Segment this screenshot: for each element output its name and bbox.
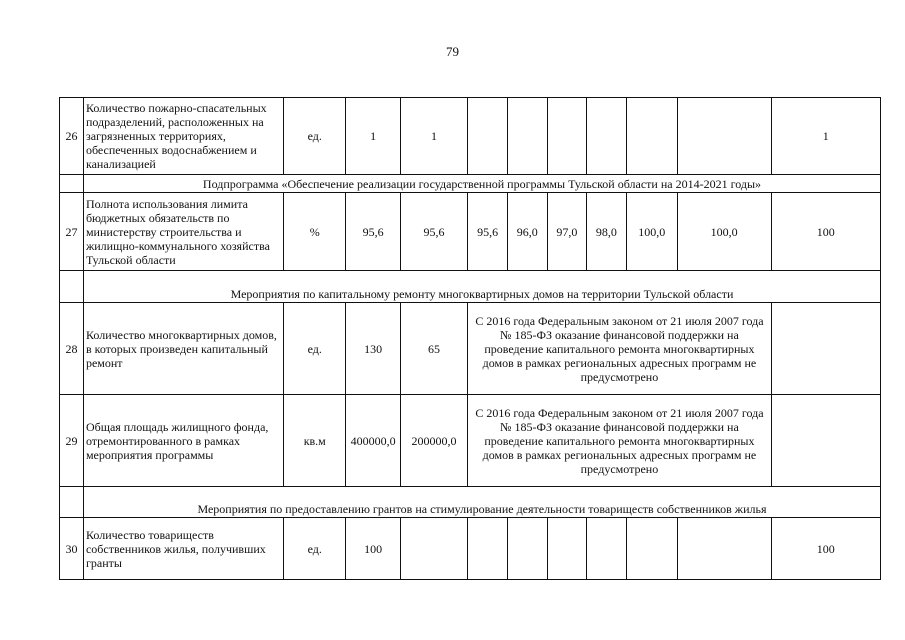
value-cell: 98,0 xyxy=(587,193,627,271)
empty-cell xyxy=(60,175,84,193)
indicators-table xyxy=(59,97,881,580)
value-cell xyxy=(400,518,468,580)
unit-cell: ед. xyxy=(283,98,346,175)
unit-cell: % xyxy=(283,193,346,271)
section-title: Подпрограмма «Обеспечение реализации государственной программы Тульской области на 2014-2021 годы» xyxy=(83,175,880,193)
value-cell: 400000,0 xyxy=(346,395,400,487)
value-cell: 95,6 xyxy=(468,193,508,271)
table-row xyxy=(60,518,881,580)
final-value-cell: 1 xyxy=(771,98,881,175)
indicator-name: Общая площадь жилищного фонда, отремонтированного в рамках мероприятия программы xyxy=(83,395,283,487)
value-cell xyxy=(677,98,771,175)
page-number: 79 xyxy=(446,44,459,59)
note-cell: С 2016 года Федеральным законом от 21 июля 2007 года № 185-ФЗ оказание финансовой поддержки на проведение капитального ремонта многоквартирных домов в рамках региональных адресных программ не предусмотрено xyxy=(468,303,771,395)
value-cell: 95,6 xyxy=(346,193,400,271)
value-cell xyxy=(547,518,587,580)
empty-cell xyxy=(60,487,84,518)
empty-cell xyxy=(60,271,84,303)
value-cell xyxy=(626,98,677,175)
unit-cell: кв.м xyxy=(283,395,346,487)
row-number: 30 xyxy=(60,518,84,580)
value-cell xyxy=(507,518,547,580)
section-row xyxy=(60,175,881,193)
row-number: 28 xyxy=(60,303,84,395)
indicator-name: Количество товариществ собственников жилья, получивших гранты xyxy=(83,518,283,580)
table-row xyxy=(60,98,881,175)
final-value-cell: 100 xyxy=(771,193,881,271)
value-cell: 130 xyxy=(346,303,400,395)
value-cell: 1 xyxy=(400,98,468,175)
value-cell: 1 xyxy=(346,98,400,175)
table-row xyxy=(60,303,881,395)
value-cell xyxy=(587,98,627,175)
value-cell: 200000,0 xyxy=(400,395,468,487)
row-number: 26 xyxy=(60,98,84,175)
indicator-name: Количество пожарно-спасательных подразделений, расположенных на загрязненных территориях, обеспеченных водоснабжением и канализацией xyxy=(83,98,283,175)
table-row xyxy=(60,395,881,487)
final-value-cell: 100 xyxy=(771,518,881,580)
table-row xyxy=(60,193,881,271)
value-cell xyxy=(626,518,677,580)
section-title: Мероприятия по предоставлению грантов на стимулирование деятельности товариществ собственников жилья xyxy=(83,487,880,518)
indicator-name: Количество многоквартирных домов, в которых произведен капитальный ремонт xyxy=(83,303,283,395)
section-row xyxy=(60,487,881,518)
value-cell xyxy=(587,518,627,580)
value-cell: 96,0 xyxy=(507,193,547,271)
section-title: Мероприятия по капитальному ремонту многоквартирных домов на территории Тульской области xyxy=(83,271,880,303)
value-cell: 100,0 xyxy=(677,193,771,271)
value-cell: 95,6 xyxy=(400,193,468,271)
value-cell xyxy=(468,518,508,580)
indicator-name: Полнота использования лимита бюджетных обязательств по министерству строительства и жилищно-коммунального хозяйства Тульской области xyxy=(83,193,283,271)
value-cell: 100,0 xyxy=(626,193,677,271)
value-cell: 65 xyxy=(400,303,468,395)
value-cell: 97,0 xyxy=(547,193,587,271)
value-cell xyxy=(507,98,547,175)
row-number: 29 xyxy=(60,395,84,487)
value-cell: 100 xyxy=(346,518,400,580)
unit-cell: ед. xyxy=(283,518,346,580)
value-cell xyxy=(547,98,587,175)
note-cell: С 2016 года Федеральным законом от 21 июля 2007 года № 185-ФЗ оказание финансовой поддержки на проведение капитального ремонта многоквартирных домов в рамках региональных адресных программ не предусмотрено xyxy=(468,395,771,487)
section-row xyxy=(60,271,881,303)
row-number: 27 xyxy=(60,193,84,271)
value-cell xyxy=(468,98,508,175)
empty-cell xyxy=(771,395,881,487)
value-cell xyxy=(677,518,771,580)
empty-cell xyxy=(771,303,881,395)
unit-cell: ед. xyxy=(283,303,346,395)
